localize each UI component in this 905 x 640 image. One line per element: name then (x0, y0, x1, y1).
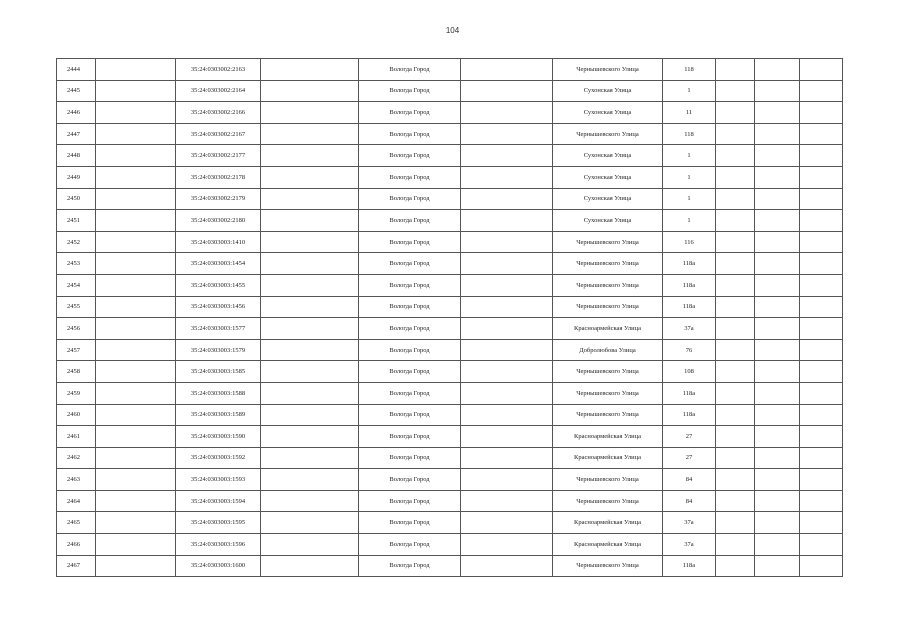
cell-empty-cell (716, 555, 755, 577)
cell-house-number: 116 (663, 231, 716, 253)
cell-empty-cell (261, 253, 359, 275)
cell-empty-cell (261, 447, 359, 469)
cell-empty-cell (716, 447, 755, 469)
cell-empty-cell (461, 318, 553, 340)
table-row (57, 382, 843, 404)
cell-street: Чернышевского Улица (553, 555, 663, 577)
cell-cadastral-number: 35:24:0303003:1589 (176, 404, 261, 426)
cell-city: Вологда Город (359, 102, 461, 124)
cell-empty-cell (96, 426, 176, 448)
cell-empty-cell (96, 123, 176, 145)
cell-row-number: 2464 (57, 490, 96, 512)
cell-city: Вологда Город (359, 318, 461, 340)
cell-empty-cell (461, 426, 553, 448)
cell-empty-cell (716, 404, 755, 426)
cell-street: Чернышевского Улица (553, 123, 663, 145)
cell-empty-cell (716, 318, 755, 340)
cell-house-number: 37а (663, 534, 716, 556)
cell-empty-cell (461, 123, 553, 145)
table-row (57, 490, 843, 512)
cell-empty-cell (800, 123, 843, 145)
cell-empty-cell (261, 555, 359, 577)
cell-house-number: 27 (663, 426, 716, 448)
cell-row-number: 2460 (57, 404, 96, 426)
cell-empty-cell (716, 469, 755, 491)
cell-cadastral-number: 35:24:0303002:2167 (176, 123, 261, 145)
cell-empty-cell (755, 318, 800, 340)
cell-empty-cell (755, 534, 800, 556)
cell-street: Чернышевского Улица (553, 490, 663, 512)
cell-cadastral-number: 35:24:0303003:1590 (176, 426, 261, 448)
cell-empty-cell (261, 59, 359, 81)
cell-empty-cell (716, 59, 755, 81)
cell-empty-cell (755, 469, 800, 491)
cell-empty-cell (716, 145, 755, 167)
cell-empty-cell (755, 123, 800, 145)
cell-empty-cell (261, 534, 359, 556)
cell-row-number: 2465 (57, 512, 96, 534)
cell-empty-cell (461, 382, 553, 404)
cell-cadastral-number: 35:24:0303003:1592 (176, 447, 261, 469)
cell-cadastral-number: 35:24:0303002:2179 (176, 188, 261, 210)
cell-empty-cell (800, 188, 843, 210)
cell-cadastral-number: 35:24:0303003:1579 (176, 339, 261, 361)
cell-empty-cell (96, 274, 176, 296)
cell-street: Чернышевского Улица (553, 361, 663, 383)
cell-empty-cell (261, 339, 359, 361)
cell-street: Добролюбова Улица (553, 339, 663, 361)
cell-house-number: 84 (663, 490, 716, 512)
cell-empty-cell (800, 274, 843, 296)
table-row (57, 296, 843, 318)
cell-empty-cell (755, 296, 800, 318)
cell-empty-cell (261, 469, 359, 491)
cell-row-number: 2447 (57, 123, 96, 145)
cell-city: Вологда Город (359, 210, 461, 232)
cell-cadastral-number: 35:24:0303002:2180 (176, 210, 261, 232)
cell-row-number: 2463 (57, 469, 96, 491)
cell-row-number: 2451 (57, 210, 96, 232)
cell-empty-cell (755, 231, 800, 253)
cell-empty-cell (716, 188, 755, 210)
cell-row-number: 2446 (57, 102, 96, 124)
cell-city: Вологда Город (359, 166, 461, 188)
cell-empty-cell (461, 512, 553, 534)
cell-street: Красноармейская Улица (553, 447, 663, 469)
cell-city: Вологда Город (359, 555, 461, 577)
cell-empty-cell (96, 404, 176, 426)
cell-empty-cell (261, 80, 359, 102)
table-row (57, 512, 843, 534)
cell-street: Сухонская Улица (553, 188, 663, 210)
cell-empty-cell (461, 490, 553, 512)
cell-house-number: 1 (663, 166, 716, 188)
cell-city: Вологда Город (359, 490, 461, 512)
cell-empty-cell (755, 102, 800, 124)
cell-empty-cell (96, 555, 176, 577)
cell-city: Вологда Город (359, 426, 461, 448)
cell-empty-cell (800, 166, 843, 188)
cell-cadastral-number: 35:24:0303002:2177 (176, 145, 261, 167)
cell-empty-cell (716, 274, 755, 296)
table-row (57, 188, 843, 210)
cell-city: Вологда Город (359, 339, 461, 361)
cell-city: Вологда Город (359, 188, 461, 210)
cell-house-number: 118а (663, 274, 716, 296)
table-row (57, 534, 843, 556)
cell-empty-cell (96, 512, 176, 534)
cell-empty-cell (96, 166, 176, 188)
cell-empty-cell (261, 490, 359, 512)
cell-street: Чернышевского Улица (553, 404, 663, 426)
cell-house-number: 118а (663, 404, 716, 426)
cell-street: Красноармейская Улица (553, 318, 663, 340)
cell-row-number: 2458 (57, 361, 96, 383)
cell-street: Сухонская Улица (553, 166, 663, 188)
cell-cadastral-number: 35:24:0303003:1585 (176, 361, 261, 383)
table-row (57, 404, 843, 426)
cell-city: Вологда Город (359, 231, 461, 253)
cell-empty-cell (716, 166, 755, 188)
cell-empty-cell (96, 534, 176, 556)
cell-cadastral-number: 35:24:0303003:1596 (176, 534, 261, 556)
cell-house-number: 37а (663, 318, 716, 340)
cell-row-number: 2467 (57, 555, 96, 577)
cell-empty-cell (261, 274, 359, 296)
cell-street: Чернышевского Улица (553, 253, 663, 275)
cell-empty-cell (96, 490, 176, 512)
cell-empty-cell (800, 145, 843, 167)
cell-street: Чернышевского Улица (553, 274, 663, 296)
cell-cadastral-number: 35:24:0303003:1595 (176, 512, 261, 534)
cell-row-number: 2457 (57, 339, 96, 361)
cell-empty-cell (461, 361, 553, 383)
cell-cadastral-number: 35:24:0303003:1593 (176, 469, 261, 491)
cell-empty-cell (716, 339, 755, 361)
cell-empty-cell (800, 534, 843, 556)
cell-street: Красноармейская Улица (553, 426, 663, 448)
table-row (57, 59, 843, 81)
cell-empty-cell (461, 166, 553, 188)
cell-house-number: 118а (663, 555, 716, 577)
cell-city: Вологда Город (359, 404, 461, 426)
cell-empty-cell (800, 318, 843, 340)
cell-street: Сухонская Улица (553, 80, 663, 102)
cell-empty-cell (96, 102, 176, 124)
cell-row-number: 2450 (57, 188, 96, 210)
cell-empty-cell (461, 102, 553, 124)
cell-house-number: 1 (663, 145, 716, 167)
cell-empty-cell (755, 426, 800, 448)
cell-empty-cell (800, 447, 843, 469)
cell-empty-cell (261, 296, 359, 318)
cell-empty-cell (755, 490, 800, 512)
cell-empty-cell (461, 145, 553, 167)
cell-empty-cell (716, 361, 755, 383)
cell-city: Вологда Город (359, 447, 461, 469)
cell-empty-cell (716, 490, 755, 512)
cell-empty-cell (755, 188, 800, 210)
table-row (57, 339, 843, 361)
table-row (57, 123, 843, 145)
cell-empty-cell (800, 490, 843, 512)
cell-house-number: 76 (663, 339, 716, 361)
cell-empty-cell (461, 469, 553, 491)
cell-cadastral-number: 35:24:0303003:1455 (176, 274, 261, 296)
cell-empty-cell (261, 188, 359, 210)
cell-house-number: 11 (663, 102, 716, 124)
cell-cadastral-number: 35:24:0303003:1454 (176, 253, 261, 275)
cell-house-number: 118а (663, 296, 716, 318)
cell-empty-cell (461, 555, 553, 577)
cell-empty-cell (261, 145, 359, 167)
cell-cadastral-number: 35:24:0303003:1600 (176, 555, 261, 577)
cell-street: Сухонская Улица (553, 210, 663, 232)
cell-cadastral-number: 35:24:0303003:1594 (176, 490, 261, 512)
cell-house-number: 27 (663, 447, 716, 469)
cell-street: Чернышевского Улица (553, 231, 663, 253)
table-row (57, 166, 843, 188)
cell-empty-cell (96, 469, 176, 491)
table-row (57, 361, 843, 383)
cell-empty-cell (96, 296, 176, 318)
cell-city: Вологда Город (359, 253, 461, 275)
table-row (57, 426, 843, 448)
cell-street: Чернышевского Улица (553, 382, 663, 404)
cell-street: Красноармейская Улица (553, 512, 663, 534)
cell-empty-cell (755, 59, 800, 81)
cell-empty-cell (800, 361, 843, 383)
cell-empty-cell (96, 210, 176, 232)
cell-house-number: 118 (663, 59, 716, 81)
table-row (57, 210, 843, 232)
cell-empty-cell (96, 253, 176, 275)
cell-empty-cell (800, 426, 843, 448)
cell-row-number: 2444 (57, 59, 96, 81)
table-row (57, 80, 843, 102)
cell-empty-cell (261, 231, 359, 253)
cell-empty-cell (716, 210, 755, 232)
cell-cadastral-number: 35:24:0303003:1456 (176, 296, 261, 318)
cell-empty-cell (755, 253, 800, 275)
cell-empty-cell (96, 382, 176, 404)
cell-empty-cell (461, 534, 553, 556)
registry-table (56, 58, 843, 577)
cell-empty-cell (716, 123, 755, 145)
cell-house-number: 1 (663, 210, 716, 232)
cell-empty-cell (461, 188, 553, 210)
cell-empty-cell (800, 382, 843, 404)
cell-row-number: 2462 (57, 447, 96, 469)
cell-house-number: 1 (663, 80, 716, 102)
cell-empty-cell (716, 382, 755, 404)
cell-empty-cell (96, 339, 176, 361)
cell-street: Чернышевского Улица (553, 59, 663, 81)
cell-empty-cell (96, 145, 176, 167)
table-row (57, 555, 843, 577)
cell-empty-cell (800, 404, 843, 426)
cell-street: Чернышевского Улица (553, 296, 663, 318)
cell-row-number: 2452 (57, 231, 96, 253)
cell-empty-cell (755, 361, 800, 383)
cell-empty-cell (755, 447, 800, 469)
cell-empty-cell (261, 404, 359, 426)
cell-row-number: 2461 (57, 426, 96, 448)
cell-empty-cell (261, 102, 359, 124)
cell-empty-cell (461, 447, 553, 469)
cell-cadastral-number: 35:24:0303002:2178 (176, 166, 261, 188)
cell-empty-cell (261, 166, 359, 188)
cell-empty-cell (261, 382, 359, 404)
cell-city: Вологда Город (359, 274, 461, 296)
cell-empty-cell (96, 231, 176, 253)
cell-empty-cell (755, 339, 800, 361)
cell-empty-cell (755, 404, 800, 426)
cell-cadastral-number: 35:24:0303002:2166 (176, 102, 261, 124)
cell-empty-cell (461, 80, 553, 102)
cell-empty-cell (96, 59, 176, 81)
cell-empty-cell (800, 512, 843, 534)
cell-row-number: 2453 (57, 253, 96, 275)
cell-empty-cell (261, 426, 359, 448)
cell-empty-cell (755, 555, 800, 577)
cell-empty-cell (755, 512, 800, 534)
cell-empty-cell (800, 59, 843, 81)
table-row (57, 447, 843, 469)
cell-empty-cell (716, 426, 755, 448)
cell-empty-cell (261, 361, 359, 383)
table-row (57, 469, 843, 491)
cell-street: Сухонская Улица (553, 102, 663, 124)
cell-empty-cell (461, 210, 553, 232)
cell-cadastral-number: 35:24:0303003:1577 (176, 318, 261, 340)
cell-empty-cell (800, 231, 843, 253)
cell-city: Вологда Город (359, 512, 461, 534)
cell-empty-cell (755, 80, 800, 102)
table-row (57, 274, 843, 296)
table-body (57, 59, 843, 577)
cell-cadastral-number: 35:24:0303002:2163 (176, 59, 261, 81)
cell-empty-cell (716, 534, 755, 556)
cell-empty-cell (461, 231, 553, 253)
cell-empty-cell (461, 59, 553, 81)
cell-empty-cell (755, 166, 800, 188)
cell-row-number: 2445 (57, 80, 96, 102)
cell-row-number: 2454 (57, 274, 96, 296)
cell-empty-cell (461, 296, 553, 318)
cell-empty-cell (716, 296, 755, 318)
cell-empty-cell (716, 253, 755, 275)
cell-empty-cell (716, 102, 755, 124)
cell-city: Вологда Город (359, 361, 461, 383)
page-number: 104 (445, 26, 460, 35)
cell-empty-cell (716, 512, 755, 534)
cell-empty-cell (800, 80, 843, 102)
cell-cadastral-number: 35:24:0303003:1410 (176, 231, 261, 253)
cell-empty-cell (261, 123, 359, 145)
cell-house-number: 118а (663, 382, 716, 404)
cell-empty-cell (755, 274, 800, 296)
cell-row-number: 2455 (57, 296, 96, 318)
cell-cadastral-number: 35:24:0303003:1588 (176, 382, 261, 404)
cell-empty-cell (800, 102, 843, 124)
cell-empty-cell (96, 361, 176, 383)
cell-street: Чернышевского Улица (553, 469, 663, 491)
cell-empty-cell (461, 274, 553, 296)
cell-house-number: 84 (663, 469, 716, 491)
cell-city: Вологда Город (359, 123, 461, 145)
cell-city: Вологда Город (359, 59, 461, 81)
cell-empty-cell (755, 210, 800, 232)
cell-empty-cell (96, 188, 176, 210)
cell-empty-cell (261, 512, 359, 534)
table-row (57, 253, 843, 275)
cell-row-number: 2466 (57, 534, 96, 556)
table-row (57, 231, 843, 253)
cell-empty-cell (800, 469, 843, 491)
cell-empty-cell (261, 210, 359, 232)
table-row (57, 145, 843, 167)
cell-row-number: 2449 (57, 166, 96, 188)
cell-house-number: 118 (663, 123, 716, 145)
cell-empty-cell (461, 339, 553, 361)
cell-empty-cell (716, 80, 755, 102)
cell-street: Красноармейская Улица (553, 534, 663, 556)
cell-empty-cell (96, 447, 176, 469)
cell-empty-cell (800, 555, 843, 577)
cell-city: Вологда Город (359, 80, 461, 102)
cell-cadastral-number: 35:24:0303002:2164 (176, 80, 261, 102)
cell-empty-cell (800, 339, 843, 361)
table-row (57, 102, 843, 124)
cell-row-number: 2448 (57, 145, 96, 167)
cell-row-number: 2456 (57, 318, 96, 340)
table-row (57, 318, 843, 340)
cell-empty-cell (96, 80, 176, 102)
cell-house-number: 1 (663, 188, 716, 210)
cell-house-number: 118а (663, 253, 716, 275)
cell-empty-cell (755, 382, 800, 404)
cell-house-number: 108 (663, 361, 716, 383)
cell-city: Вологда Город (359, 145, 461, 167)
cell-empty-cell (716, 231, 755, 253)
cell-empty-cell (800, 210, 843, 232)
cell-empty-cell (96, 318, 176, 340)
cell-empty-cell (461, 253, 553, 275)
cell-city: Вологда Город (359, 296, 461, 318)
cell-empty-cell (800, 296, 843, 318)
cell-city: Вологда Город (359, 469, 461, 491)
cell-house-number: 37а (663, 512, 716, 534)
cell-empty-cell (261, 318, 359, 340)
cell-city: Вологда Город (359, 382, 461, 404)
cell-city: Вологда Город (359, 534, 461, 556)
cell-empty-cell (800, 253, 843, 275)
cell-empty-cell (755, 145, 800, 167)
cell-empty-cell (461, 404, 553, 426)
cell-row-number: 2459 (57, 382, 96, 404)
cell-street: Сухонская Улица (553, 145, 663, 167)
